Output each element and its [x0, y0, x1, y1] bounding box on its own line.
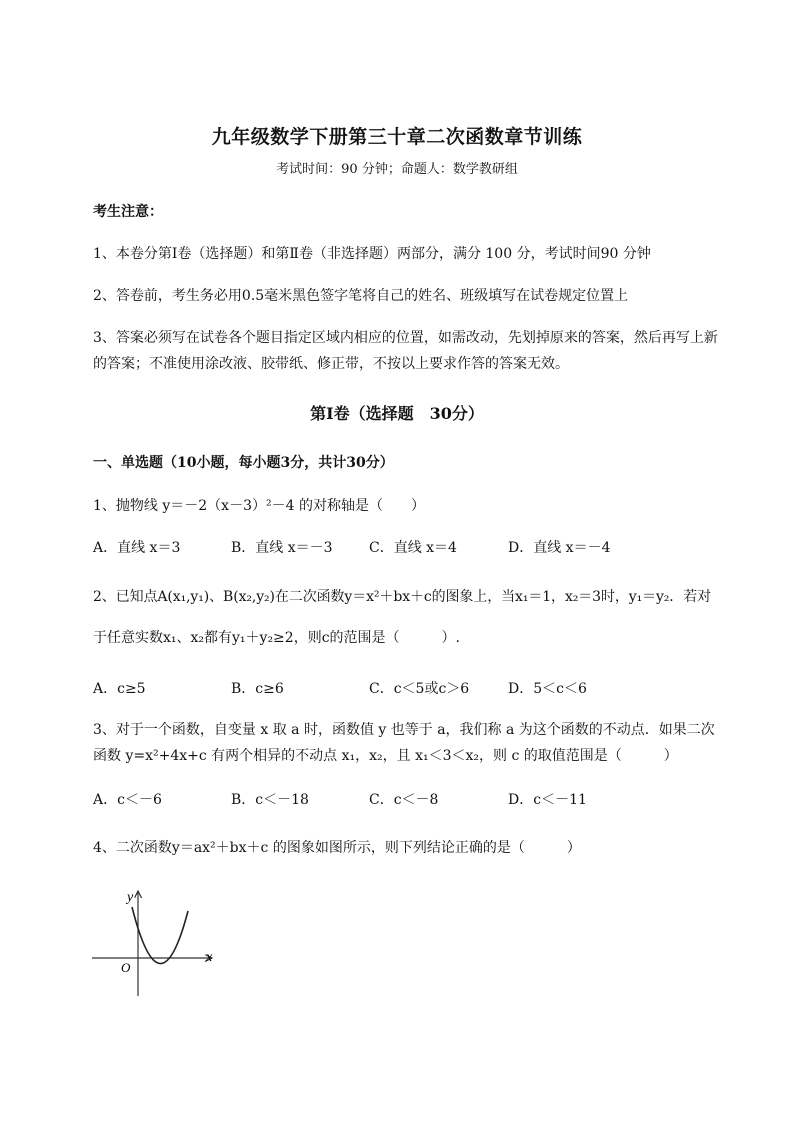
notice-item-1: 1、本卷分第Ⅰ卷（选择题）和第Ⅱ卷（非选择题）两部分，满分 100 分，考试时间90 分钟	[93, 246, 651, 262]
question-3-option-a[interactable]: A．c＜－6	[93, 792, 162, 808]
parabola-curve	[132, 907, 188, 964]
question-3-stem-cont: 函数 y=x²+4x+c 有两个相异的不动点 x₁，x₂，且 x₁＜3＜x₂，则 c 的取值范围是（ ）	[93, 748, 678, 764]
question-1-stem: 1、抛物线 y＝－2（x－3）²－4 的对称轴是（ ）	[93, 498, 425, 514]
notice-item-3: 3、答案必须写在试卷各个题目指定区域内相应的位置，如需改动，先划掉原来的答案，然后再写上新	[93, 330, 718, 346]
question-3-option-b[interactable]: B．c＜－18	[231, 792, 309, 808]
question-4-stem: 4、二次函数y＝ax²＋bx＋c 的图象如图所示，则下列结论正确的是（ ）	[93, 840, 581, 856]
parabola-graph	[90, 883, 220, 998]
question-3-option-d[interactable]: D．c＜－11	[508, 792, 587, 808]
notice-heading: 考生注意：	[93, 204, 163, 220]
question-2-stem: 2、已知点A(x₁,y₁)、B(x₂,y₂)在二次函数y＝x²＋bx＋c的图象上，当x₁＝1，x₂＝3时，y₁＝y₂．若对	[93, 589, 711, 605]
x-axis-label: x	[206, 950, 213, 965]
question-1-option-a[interactable]: A．直线 x＝3	[93, 540, 181, 556]
section-title: 第Ⅰ卷（选择题 30分）	[310, 404, 484, 423]
question-1-option-b[interactable]: B．直线 x＝－3	[231, 540, 333, 556]
notice-item-2: 2、答卷前，考生务必用0.5毫米黑色签字笔将自己的姓名、班级填写在试卷规定位置上	[93, 288, 629, 304]
question-1-option-d[interactable]: D．直线 x＝－4	[508, 540, 611, 556]
question-3-stem: 3、对于一个函数，自变量 x 取 a 时，函数值 y 也等于 a，我们称 a 为这个函数的不动点．如果二次	[93, 722, 715, 738]
question-3-option-c[interactable]: C．c＜－8	[369, 792, 439, 808]
question-2-option-d[interactable]: D．5＜c＜6	[508, 681, 587, 697]
question-2-option-c[interactable]: C．c＜5或c＞6	[369, 681, 470, 697]
exam-subtitle: 考试时间：90 分钟；命题人：数学教研组	[276, 162, 518, 177]
question-1-option-c[interactable]: C．直线 x＝4	[369, 540, 457, 556]
page-title: 九年级数学下册第三十章二次函数章节训练	[211, 126, 583, 148]
origin-label: O	[121, 960, 131, 975]
part-title: 一、单选题（10小题，每小题3分，共计30分）	[93, 455, 394, 471]
notice-item-3-cont: 的答案；不准使用涂改液、胶带纸、修正带，不按以上要求作答的答案无效。	[93, 356, 569, 372]
y-axis-label: y	[127, 890, 134, 905]
question-2-stem-cont: 于任意实数x₁、x₂都有y₁＋y₂≥2，则c的范围是（ ）.	[93, 630, 460, 646]
question-2-option-a[interactable]: A．c≥5	[93, 681, 146, 697]
question-2-option-b[interactable]: B．c≥6	[231, 681, 284, 697]
